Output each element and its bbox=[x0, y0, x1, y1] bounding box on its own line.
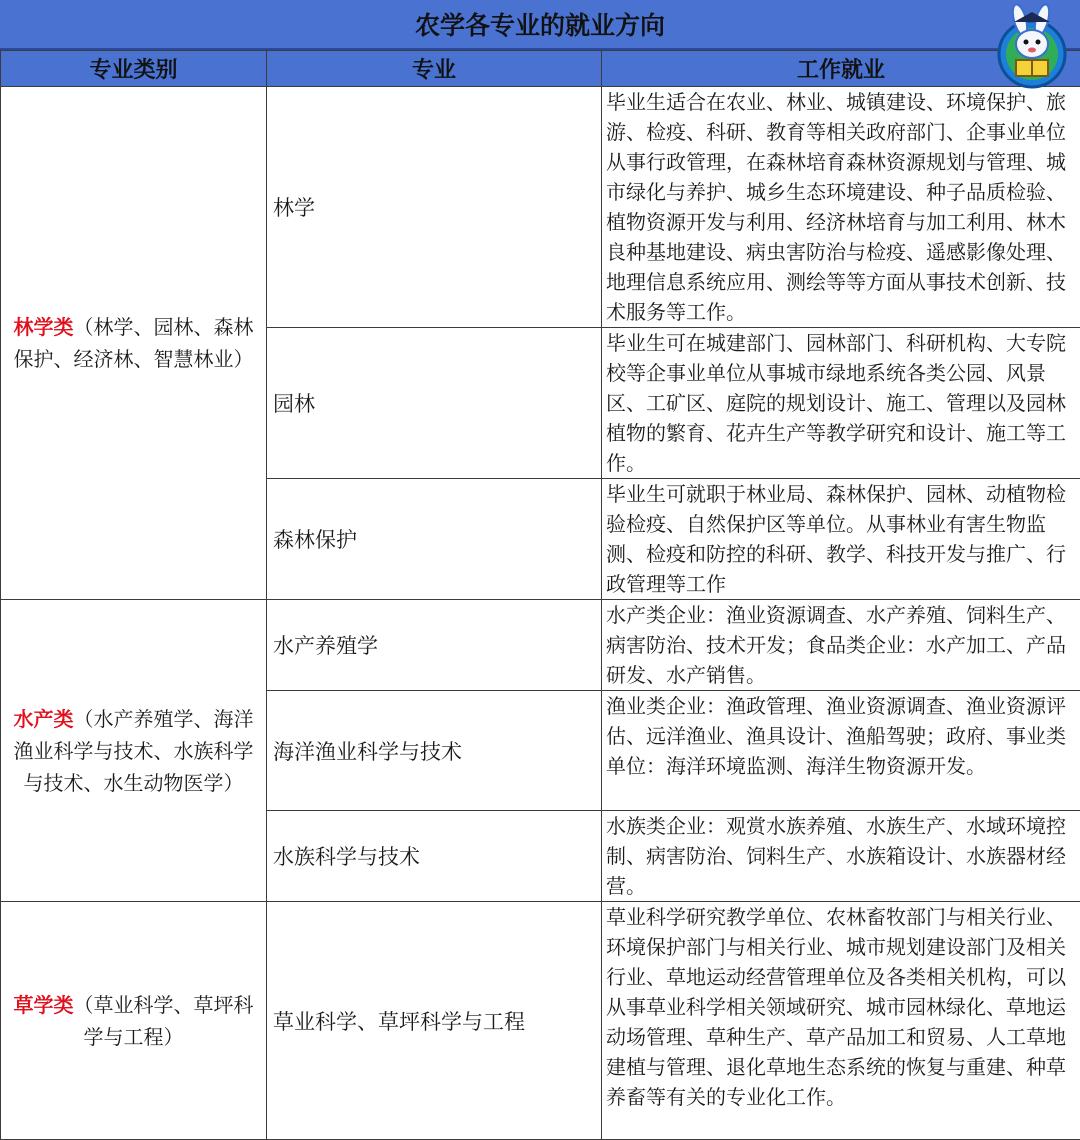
category-cell-grassland bbox=[1, 902, 267, 1140]
work-cell: 毕业生可在城建部门、园林部门、科研机构、大专院校等企事业单位从事城市绿地系统各类公园、风景区、工矿区、庭院的规划设计、施工、管理以及园林植物的繁育、花卉生产等教学研究和设计、施工等工作。 bbox=[602, 328, 1080, 479]
major-cell: 草业科学、草坪科学与工程 bbox=[267, 902, 602, 1140]
work-cell: 水产类企业：渔业资源调查、水产养殖、饲料生产、病害防治、技术开发；食品类企业：水产加工、产品研发、水产销售。 bbox=[602, 600, 1080, 691]
category-detail: （草业科学、草坪科学与工程） bbox=[74, 993, 254, 1049]
header-work: 工作就业 bbox=[602, 51, 1080, 87]
category-name: 林学类 bbox=[14, 315, 74, 339]
page-title bbox=[0, 0, 1080, 50]
work-cell: 草业科学研究教学单位、农林畜牧部门与相关行业、环境保护部门与相关行业、城市规划建设部门及相关行业、草地运动经营管理单位及各类相关机构，可以从事草业科学相关领域研究、城市园林绿化、草地运动场管理、草种生产、草产品加工和贸易、人工草地建植与管理、退化草地生态系统的恢复与重建、种草养畜等有关的专业化工作。 bbox=[602, 902, 1080, 1140]
category-name: 草学类 bbox=[14, 993, 74, 1017]
major-cell: 海洋渔业科学与技术 bbox=[267, 691, 602, 811]
major-cell: 水族科学与技术 bbox=[267, 811, 602, 902]
work-cell: 水族类企业：观赏水族养殖、水族生产、水域环境控制、病害防治、饲料生产、水族箱设计、水族器材经营。 bbox=[602, 811, 1080, 902]
table-row bbox=[1, 87, 1080, 328]
major-cell: 林学 bbox=[267, 87, 602, 328]
category-name: 水产类 bbox=[14, 707, 74, 731]
table-row bbox=[1, 902, 1080, 1140]
rabbit-mascot-logo-icon bbox=[992, 2, 1072, 90]
major-cell: 水产养殖学 bbox=[267, 600, 602, 691]
category-cell-aquaculture bbox=[1, 600, 267, 902]
header-major: 专业 bbox=[267, 51, 602, 87]
table-row bbox=[1, 600, 1080, 691]
work-cell: 毕业生可就职于林业局、森林保护、园林、动植物检验检疫、自然保护区等单位。从事林业有害生物监测、检疫和防控的科研、教学、科技开发与推广、行政管理等工作 bbox=[602, 479, 1080, 600]
table-header-row bbox=[1, 51, 1080, 87]
title-text: 农学各专业的就业方向 bbox=[415, 6, 665, 42]
major-cell: 森林保护 bbox=[267, 479, 602, 600]
category-detail: （林学、园林、森林保护、经济林、智慧林业） bbox=[14, 315, 254, 371]
category-cell-forestry bbox=[1, 87, 267, 600]
majors-table bbox=[0, 50, 1080, 1140]
work-cell: 毕业生适合在农业、林业、城镇建设、环境保护、旅游、检疫、科研、教育等相关政府部门、企事业单位从事行政管理，在森林培育森林资源规划与管理、城市绿化与养护、城乡生态环境建设、种子品质检验、植物资源开发与利用、经济林培育与加工利用、林木良种基地建设、病虫害防治与检疫、遥感影像处理、地理信息系统应用、测绘等等方面从事技术创新、技术服务等工作。 bbox=[602, 87, 1080, 328]
major-cell: 园林 bbox=[267, 328, 602, 479]
category-detail: （水产养殖学、海洋渔业科学与技术、水族科学与技术、水生动物医学） bbox=[14, 707, 254, 795]
work-cell: 渔业类企业：渔政管理、渔业资源调查、渔业资源评估、远洋渔业、渔具设计、渔船驾驶；政府、事业类单位：海洋环境监测、海洋生物资源开发。 bbox=[602, 691, 1080, 811]
header-category: 专业类别 bbox=[1, 51, 267, 87]
